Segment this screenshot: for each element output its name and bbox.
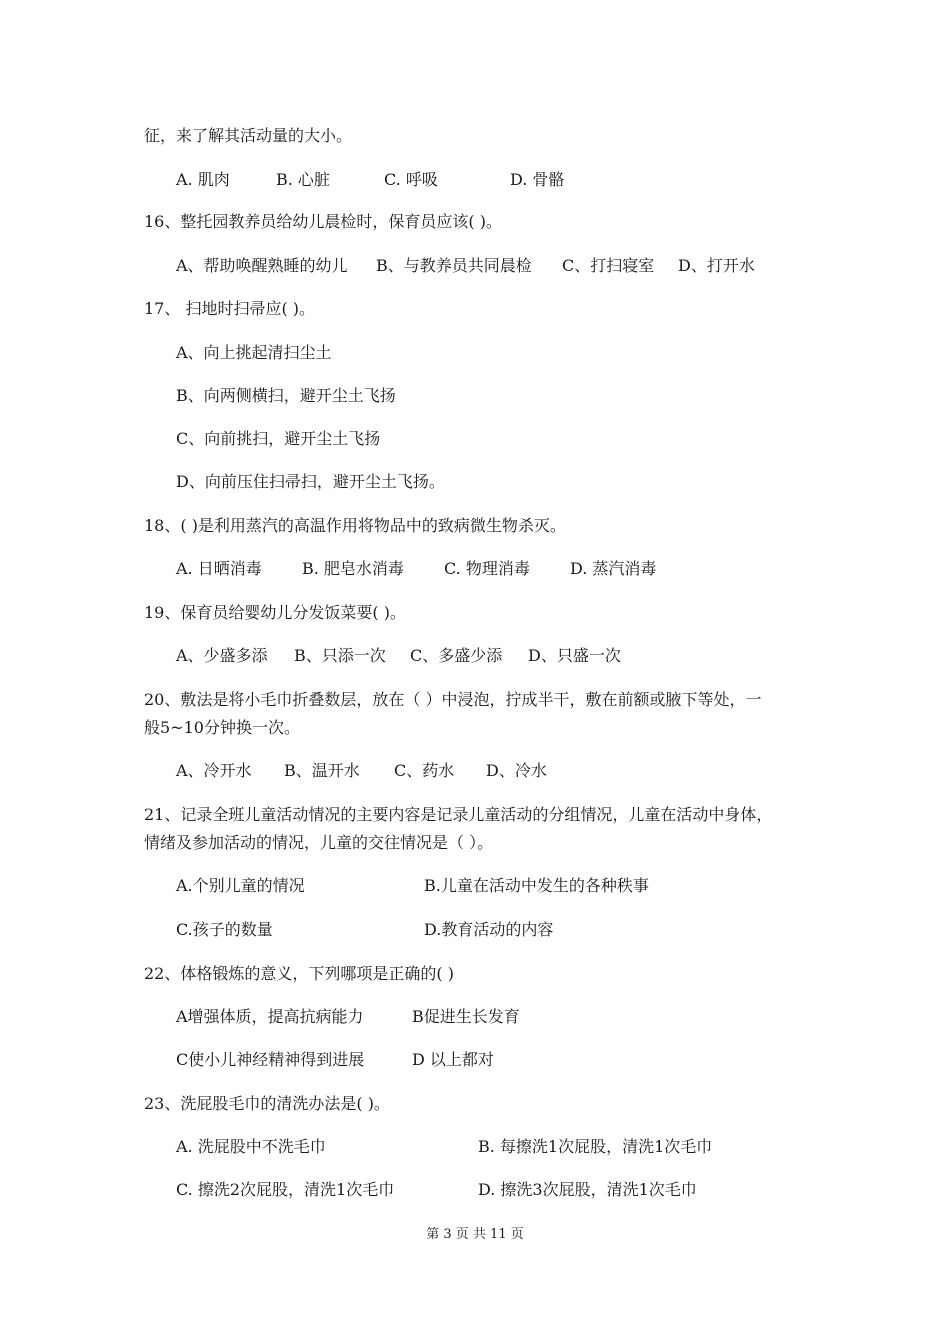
option-c: C. 呼吸	[384, 170, 438, 189]
question-17: 17、 扫地时扫帚应( )。	[144, 299, 316, 318]
question-20-line-1: 20、敷法是将小毛巾折叠数层，放在（ ）中浸泡，拧成半干，敷在前额或腋下等处，一	[144, 690, 762, 709]
question-19: 19、保育员给婴幼儿分发饭菜要( )。	[144, 603, 406, 622]
option-d: D、冷水	[486, 761, 547, 780]
question-continuation: 征，来了解其活动量的大小。	[144, 126, 353, 145]
q23-option-d: D. 擦洗3次屁股，清洗1次毛巾	[478, 1180, 697, 1199]
q22-option-a: A增强体质，提高抗病能力	[176, 1007, 364, 1026]
question-21-line-1: 21、记录全班儿童活动情况的主要内容是记录儿童活动的分组情况，儿童在活动中身体，	[144, 805, 773, 824]
option-b: B、温开水	[284, 761, 360, 780]
option-b: B. 心脏	[276, 170, 330, 189]
option-c: C、打扫寝室	[562, 256, 655, 275]
option-d: D. 骨骼	[510, 170, 565, 189]
q23-option-b: B. 每擦洗1次屁股，清洗1次毛巾	[478, 1137, 713, 1156]
option-b: B、与教养员共同晨检	[376, 256, 532, 275]
question-21-line-2: 情绪及参加活动的情况，儿童的交往情况是（ ）。	[144, 833, 494, 852]
q17-option-b: B、向两侧横扫，避开尘土飞扬	[176, 386, 396, 405]
q17-option-a: A、向上挑起清扫尘土	[176, 343, 332, 362]
option-d: D. 蒸汽消毒	[570, 559, 657, 578]
question-16: 16、整托园教养员给幼儿晨检时，保育员应该( )。	[144, 212, 502, 231]
option-b: B、只添一次	[294, 646, 386, 665]
q21-option-b: B.儿童在活动中发生的各种秩事	[424, 876, 649, 895]
q17-option-c: C、向前挑扫，避开尘土飞扬	[176, 429, 381, 448]
q22-option-d: D 以上都对	[412, 1050, 494, 1069]
option-a: A、帮助唤醒熟睡的幼儿	[176, 256, 348, 275]
q21-option-d: D.教育活动的内容	[424, 920, 554, 939]
q21-option-a: A.个别儿童的情况	[176, 876, 305, 895]
q22-option-b: B促进生长发育	[412, 1007, 520, 1026]
option-a: A、少盛多添	[176, 646, 268, 665]
option-a: A. 日晒消毒	[176, 559, 262, 578]
option-c: C. 物理消毒	[444, 559, 530, 578]
option-c: C、药水	[394, 761, 455, 780]
option-d: D、打开水	[678, 256, 755, 275]
question-20-line-2: 般5~10分钟换一次。	[144, 718, 300, 737]
q17-option-d: D、向前压住扫帚扫，避开尘土飞扬。	[176, 472, 445, 491]
option-b: B. 肥皂水消毒	[302, 559, 404, 578]
q22-option-c: C使小儿神经精神得到进展	[176, 1050, 365, 1069]
question-18: 18、( )是利用蒸汽的高温作用将物品中的致病微生物杀灭。	[144, 516, 566, 535]
q23-option-c: C. 擦洗2次屁股，清洗1次毛巾	[176, 1180, 395, 1199]
option-a: A、冷开水	[176, 761, 252, 780]
question-23: 23、洗屁股毛巾的清洗办法是( )。	[144, 1094, 390, 1113]
option-d: D、只盛一次	[528, 646, 621, 665]
option-a: A. 肌肉	[176, 170, 230, 189]
q23-option-a: A. 洗屁股中不洗毛巾	[176, 1137, 326, 1156]
question-22: 22、体格锻炼的意义，下列哪项是正确的( )	[144, 964, 454, 983]
option-c: C、多盛少添	[410, 646, 503, 665]
page-footer: 第 3 页 共 11 页	[426, 1227, 524, 1242]
q21-option-c: C.孩子的数量	[176, 920, 273, 939]
